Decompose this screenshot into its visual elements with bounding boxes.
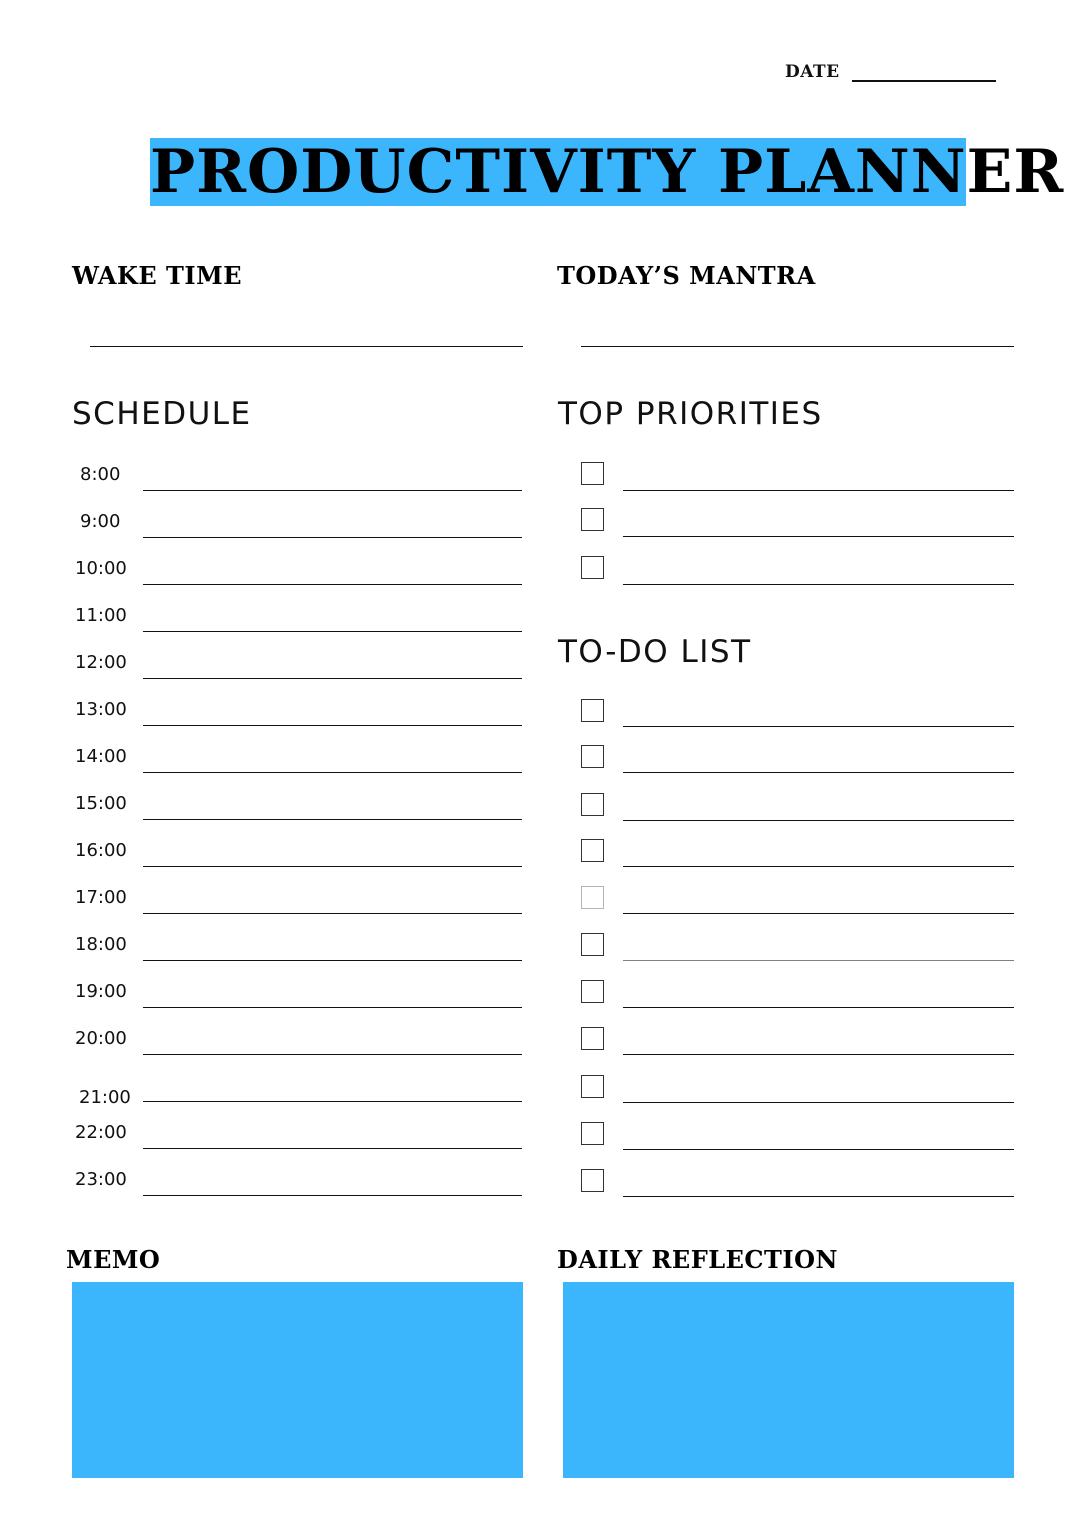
todo-entry-line[interactable]: [623, 1149, 1014, 1150]
schedule-heading: SCHEDULE: [72, 396, 252, 432]
priority-checkbox[interactable]: [581, 508, 604, 531]
wake-time-line[interactable]: [90, 346, 523, 347]
date-input-line[interactable]: [852, 80, 996, 82]
todo-checkbox[interactable]: [581, 699, 604, 722]
schedule-time-label: 19:00: [75, 981, 127, 1002]
schedule-entry-line[interactable]: [143, 960, 522, 961]
todo-checkbox[interactable]: [581, 1169, 604, 1192]
schedule-entry-line[interactable]: [143, 866, 522, 867]
todo-entry-line[interactable]: [623, 1007, 1014, 1008]
todo-entry-line[interactable]: [623, 820, 1014, 821]
schedule-entry-line[interactable]: [143, 819, 522, 820]
todo-checkbox[interactable]: [581, 1027, 604, 1050]
page-title: PRODUCTIVITY PLANNER: [150, 137, 1065, 207]
schedule-time-label: 20:00: [75, 1028, 127, 1049]
schedule-entry-line[interactable]: [143, 1101, 522, 1102]
schedule-entry-line[interactable]: [143, 772, 522, 773]
top-priorities-heading: TOP PRIORITIES: [558, 396, 823, 432]
todo-checkbox[interactable]: [581, 886, 604, 909]
schedule-entry-line[interactable]: [143, 913, 522, 914]
todo-checkbox[interactable]: [581, 793, 604, 816]
schedule-time-label: 14:00: [75, 746, 127, 767]
schedule-entry-line[interactable]: [143, 537, 522, 538]
schedule-entry-line[interactable]: [143, 1007, 522, 1008]
schedule-time-label: 23:00: [75, 1169, 127, 1190]
todo-heading: TO-DO LIST: [558, 634, 752, 670]
todo-entry-line[interactable]: [623, 772, 1014, 773]
schedule-time-label: 15:00: [75, 793, 127, 814]
priority-checkbox[interactable]: [581, 462, 604, 485]
schedule-entry-line[interactable]: [143, 725, 522, 726]
todo-entry-line[interactable]: [623, 866, 1014, 867]
reflection-heading: DAILY REFLECTION: [557, 1245, 838, 1274]
schedule-time-label: 13:00: [75, 699, 127, 720]
schedule-time-label: 9:00: [80, 511, 121, 532]
todo-entry-line[interactable]: [623, 1054, 1014, 1055]
schedule-entry-line[interactable]: [143, 1148, 522, 1149]
priority-entry-line[interactable]: [623, 536, 1014, 537]
priority-entry-line[interactable]: [623, 490, 1014, 491]
schedule-entry-line[interactable]: [143, 584, 522, 585]
todo-checkbox[interactable]: [581, 1075, 604, 1098]
schedule-entry-line[interactable]: [143, 1195, 522, 1196]
todo-entry-line[interactable]: [623, 960, 1014, 961]
schedule-entry-line[interactable]: [143, 678, 522, 679]
todo-entry-line[interactable]: [623, 1196, 1014, 1197]
schedule-time-label: 12:00: [75, 652, 127, 673]
schedule-entry-line[interactable]: [143, 490, 522, 491]
todo-checkbox[interactable]: [581, 839, 604, 862]
schedule-entry-line[interactable]: [143, 631, 522, 632]
todo-entry-line[interactable]: [623, 913, 1014, 914]
priority-checkbox[interactable]: [581, 556, 604, 579]
reflection-box[interactable]: [563, 1282, 1014, 1478]
todo-checkbox[interactable]: [581, 1122, 604, 1145]
mantra-heading: TODAY’S MANTRA: [557, 261, 816, 290]
todo-entry-line[interactable]: [623, 1102, 1014, 1103]
wake-time-heading: WAKE TIME: [72, 261, 242, 290]
schedule-time-label: 21:00: [79, 1087, 131, 1108]
mantra-line[interactable]: [581, 346, 1014, 347]
priority-entry-line[interactable]: [623, 584, 1014, 585]
schedule-time-label: 16:00: [75, 840, 127, 861]
memo-heading: MEMO: [66, 1245, 161, 1274]
schedule-time-label: 10:00: [75, 558, 127, 579]
schedule-time-label: 18:00: [75, 934, 127, 955]
date-label: DATE: [785, 62, 840, 82]
schedule-time-label: 22:00: [75, 1122, 127, 1143]
todo-checkbox[interactable]: [581, 980, 604, 1003]
todo-checkbox[interactable]: [581, 745, 604, 768]
todo-checkbox[interactable]: [581, 933, 604, 956]
schedule-entry-line[interactable]: [143, 1054, 522, 1055]
memo-box[interactable]: [72, 1282, 523, 1478]
schedule-time-label: 17:00: [75, 887, 127, 908]
schedule-time-label: 11:00: [75, 605, 127, 626]
schedule-time-label: 8:00: [80, 464, 121, 485]
todo-entry-line[interactable]: [623, 726, 1014, 727]
